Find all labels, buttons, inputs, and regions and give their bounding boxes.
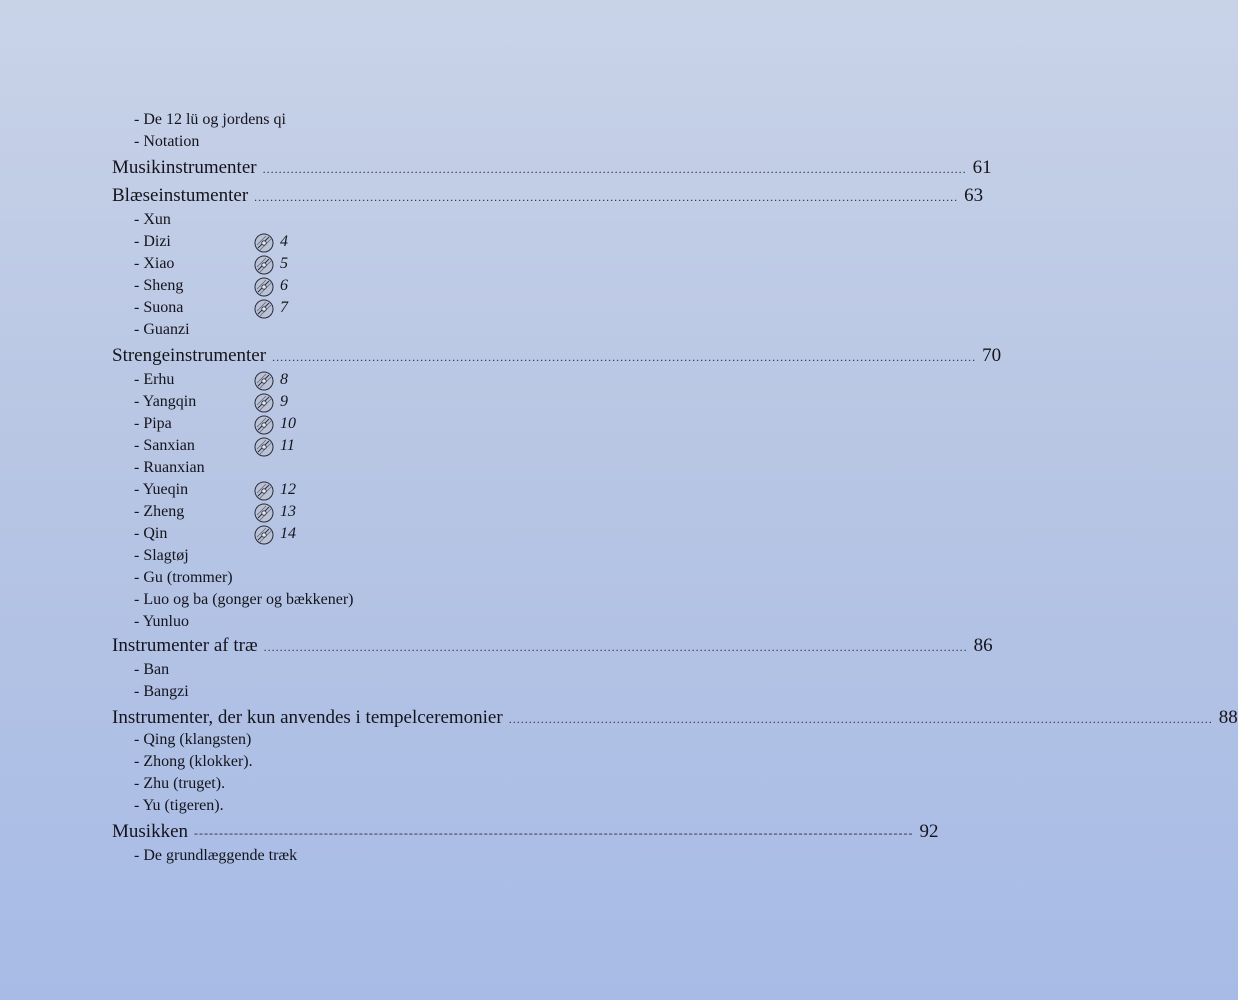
subentry-label: - Sheng [134,277,184,294]
toc-subentry [134,730,251,750]
subentry-label: - De grundlæggende træk [134,847,298,864]
dot-leader: ................................................................................................................................................................................ [262,162,967,176]
toc-subentry [134,752,253,772]
chapter-title: Musikken [112,821,188,842]
toc-subentry [134,210,171,230]
toc-subentry [134,132,199,152]
chapter-title: Blæseinstumenter [112,185,249,206]
toc-subentry [134,110,286,130]
toc-chapter-entry [112,634,993,659]
subentry-label: - Qin [134,525,168,542]
toc-subentry [134,682,189,702]
subentry-label: - Qing (klangsten) [134,731,252,748]
subentry-label: - Ban [134,661,170,678]
toc-subentry [134,502,296,522]
subentry-label: - Suona [134,299,184,316]
chapter-title: Strengeinstrumenter [112,345,267,366]
dot-leader: ................................................................................................................................................................................ [254,190,959,204]
page-number: 88 [1218,707,1238,728]
toc-chapter-entry [112,706,1238,731]
chapter-title: Musikinstrumenter [112,157,257,178]
toc-subentry [134,660,169,680]
toc-chapter-entry [112,184,984,209]
toc-subentry [134,414,296,434]
cd-track-number: 14 [280,525,296,542]
cd-track-number: 4 [280,233,288,250]
cd-track-number: 10 [280,415,296,432]
toc-subentry [134,480,296,500]
page-number: 92 [919,821,939,842]
cd-track-number: 11 [280,437,295,454]
subentry-label: - Ruanxian [134,459,205,476]
toc-subentry [134,568,233,588]
cd-icon [254,277,274,297]
subentry-label: - Yueqin [134,481,189,498]
page-number: 63 [964,185,984,206]
subentry-label: - Gu (trommer) [134,569,233,586]
toc-subentry [134,524,296,544]
toc-subentry [134,590,354,610]
toc-subentry [134,458,205,478]
subentry-label: - Bangzi [134,683,189,700]
toc-chapter-entry [112,156,992,181]
subentry-label: - Yunluo [134,613,189,630]
cd-track-number: 6 [280,277,288,294]
cd-icon [254,415,274,435]
page-number: 86 [973,635,993,656]
subentry-label: - Xun [134,211,171,228]
subentry-label: - Zheng [134,503,185,520]
toc-subentry [134,254,288,274]
toc-chapter-entry [112,344,1002,369]
cd-icon [254,255,274,275]
toc-subentry [134,796,224,816]
toc-subentry [134,612,189,632]
toc-subentry [134,774,225,794]
subentry-label: - De 12 lü og jordens qi [134,111,286,128]
toc-subentry [134,370,288,390]
subentry-label: - Yangqin [134,393,197,410]
subentry-label: - Slagtøj [134,547,189,564]
subentry-label: - Sanxian [134,437,195,454]
cd-track-number: 12 [280,481,296,498]
subentry-label: - Erhu [134,371,175,388]
cd-icon [254,525,274,545]
subentry-label: - Luo og ba (gonger og bækkener) [134,591,354,608]
subentry-label: - Yu (tigeren). [134,797,224,814]
toc-subentry [134,232,288,252]
subentry-label: - Xiao [134,255,175,272]
cd-track-number: 7 [280,299,288,316]
cd-icon [254,503,274,523]
page-number: 61 [972,157,992,178]
subentry-label: - Guanzi [134,321,190,338]
toc-subentry [134,392,288,412]
cd-track-number: 5 [280,255,288,272]
cd-icon [254,371,274,391]
chapter-title: Instrumenter af træ [112,635,258,656]
cd-icon [254,233,274,253]
subentry-label: - Zhong (klokker). [134,753,253,770]
cd-track-number: 8 [280,371,288,388]
page-number: 70 [982,345,1002,366]
cd-icon [254,437,274,457]
dot-leader: ------------------------------------------------------------------------------------------------------------------------------------------------ [194,826,914,840]
dot-leader: ................................................................................................................................................................................ [263,640,968,654]
toc-chapter-entry [112,820,939,845]
subentry-label: - Zhu (truget). [134,775,226,792]
toc-subentry [134,546,189,566]
subentry-label: - Pipa [134,415,172,432]
cd-track-number: 9 [280,393,288,410]
dot-leader: ................................................................................................................................................................................ [508,712,1213,726]
subentry-label: - Dizi [134,233,171,250]
dot-leader: ................................................................................................................................................................................ [272,350,977,364]
cd-icon [254,393,274,413]
cd-icon [254,481,274,501]
cd-track-number: 13 [280,503,296,520]
cd-icon [254,299,274,319]
chapter-title: Instrumenter, der kun anvendes i tempelceremonier [112,707,503,728]
toc-subentry [134,846,297,866]
toc-subentry [134,298,288,318]
toc-subentry [134,320,190,340]
toc-subentry [134,436,295,456]
subentry-label: - Notation [134,133,200,150]
toc-subentry [134,276,288,296]
